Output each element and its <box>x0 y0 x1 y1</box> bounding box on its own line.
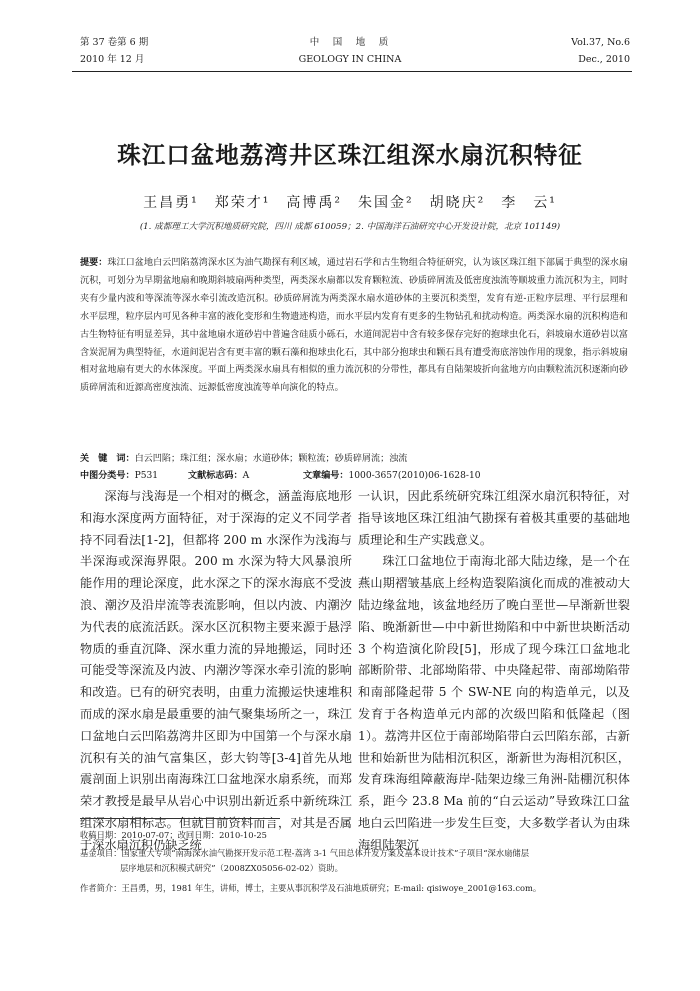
body-column-right <box>358 486 630 857</box>
header-issue: 第 37 卷第 6 期 <box>80 37 149 48</box>
keywords-label: 关 键 词： <box>80 454 135 464</box>
keywords-text: 白云凹陷；珠江组；深水扇；水道砂体；颗粒流；砂质碎屑流；浊流 <box>134 454 408 464</box>
paper-title: 珠江口盆地荔湾井区珠江组深水扇沉积特征 <box>117 141 583 169</box>
footnote-fund <box>80 846 630 876</box>
clc-label: 中图分类号： <box>80 471 135 481</box>
journal-name-cn: 中 国 地 质 <box>309 37 391 48</box>
footnote-divider <box>80 818 280 819</box>
affiliation: (1. 成都理工大学沉积地质研究院，四川 成都 610059；2. 中国海洋石油研究中心开发设计院，北京 101149) <box>139 222 561 232</box>
article-number-value: 1000-3657(2010)06-1628-10 <box>348 471 481 481</box>
classification-line <box>80 468 628 481</box>
doc-code-label: 文献标志码： <box>188 471 243 481</box>
doc-code-value: A <box>242 471 250 481</box>
footnote-fund-line2: 层序地层和沉积模式研究”（2008ZX05056-02-02）资助。 <box>120 863 343 873</box>
header-date: 2010 年 12 月 <box>80 54 145 65</box>
footnote-received: 收稿日期：2010-07-07；改回日期：2010-10-25 <box>80 830 267 840</box>
header-date-en: Dec., 2010 <box>578 54 630 65</box>
header-divider <box>72 71 632 72</box>
footnote-fund-line1: 基金项目：国家重大专项“南海深水油气勘探开发示范工程-荔湾 3-1 气田总体开发方案及基本设计技术”子项目“深水扇储层 <box>80 848 530 858</box>
body-paragraph: 深海与浅海是一个相对的概念，涵盖海底地形和海水深度两方面特征，对于深海的定义不同学者持不同看法[1-2]，但都将 200 m 水深作为浅海与半深海或深海界限。200 m 水深为特大风暴浪所能作用的理论深度，此水深之下的深水海底不受波浪、潮汐及沿岸流等表流影响，但以内波、内潮汐为代表的底流活跃。深水区沉积物主要来源于悬浮物质的垂直沉降、深水重力流的异地搬运，同时还可能受等深流及内波、内潮汐等深水牵引流的影响和改造。已有的研究表明，由重力流搬运快速堆积而成的深水扇是最重要的油气聚集场所之一，珠江口盆地白云凹陷荔湾井区即为中国第一个与深水扇沉积有关的油气富集区，彭大钧等[3-4]首先从地震剖面上识别出南海珠江口盆地深水扇系统，而郑荣才教授是最早从岩心中识别出新近系中新统珠江组深水扇相标志。但就目前资料而言，对其是否属于深水扇沉积仍缺乏统 <box>80 489 352 852</box>
journal-name-en: GEOLOGY IN CHINA <box>298 54 402 65</box>
keywords-line <box>80 451 628 464</box>
article-number-label: 文章编号： <box>303 471 349 481</box>
author-list: 王昌勇¹ 郑荣才¹ 高博禹² 朱国金² 胡晓庆² 李 云¹ <box>143 195 557 211</box>
abstract-label: 提要： <box>80 258 108 268</box>
clc-value: P531 <box>134 471 159 481</box>
body-column-left <box>80 486 352 857</box>
body-paragraph: 一认识，因此系统研究珠江组深水扇沉积特征，对指导该地区珠江组油气勘探有着极其重要的基础地质理论和生产实践意义。 <box>358 489 630 547</box>
abstract-text: 珠江口盆地白云凹陷荔湾深水区为油气勘探有利区域，通过岩石学和古生物组合特征研究，认为该区珠江组下部属于典型的深水扇沉积，可划分为早期盆地扇和晚期斜坡扇两种类型，两类深水扇都以发育颗粒流、砂质碎屑流及低密度浊流等顺坡重力流沉积为主，同时夹有少量内波和等深流等深水牵引流改造沉积。砂质碎屑流为两类深水扇水道砂体的主要沉积类型，发育有逆-正粒序层理、平行层理和水平层理，粒序层内可见各种丰富的液化变形和生物遗迹构造，而水平层内发育有更多的生物钻孔和扰动构造。两类深水扇的沉积构造和古生物特征有明显差异，其中盆地扇水道砂岩中普遍含硅质小砾石，水道间泥岩中含有较多保存完好的抱球虫化石，斜坡扇水道砂岩以富含炭泥屑为典型特征，水道间泥岩含有更丰富的颗石藻和抱球虫化石，其中部分抱球虫和颗石具有遭受海底溶蚀作用的现象，指示斜坡扇相对盆地扇有更大的水体深度。平面上两类深水扇具有相似的重力流沉积的分带性，都具有自陆架坡折向盆地方向由颗粒流沉积逐渐向砂质碎屑流和近源高密度浊流、远源低密度浊流等单向演化的特点。 <box>80 258 628 394</box>
header-right <box>571 34 630 68</box>
abstract <box>80 255 628 398</box>
header-volume: Vol.37, No.6 <box>571 37 630 48</box>
body-paragraph: 珠江口盆地位于南海北部大陆边缘，是一个在燕山期褶皱基底上经构造裂陷演化而成的准被动大陆边缘盆地，该盆地经历了晚白垩世—早渐新世裂陷、晚渐新世—中中新世拗陷和中中新世块断活动 3 个构造演化阶段[5]，形成了现今珠江口盆地北部断阶带、北部坳陷带、中央隆起带、南部坳陷带和南部隆起带 5 个 SW-NE 向的构造单元，以及发育于各构造单元内部的次级凹陷和低隆起（图 1）。荔湾井区位于南部坳陷带白云凹陷东部，古新世和始新世为陆相沉积区，渐新世为海相沉积区，发育珠海组障蔽海岸-陆架边缘三角洲-陆棚沉积体系，距今 23.8 Ma 前的“白云运动”导致珠江口盆地白云凹陷进一步发生巨变，大多数学者认为由珠海组陆架沉 <box>358 554 630 852</box>
footnote-author: 作者简介：王昌勇，男，1981 年生，讲师，博士，主要从事沉积学及石油地质研究；E-mail: qisiwoye_2001@163.com。 <box>80 883 542 893</box>
